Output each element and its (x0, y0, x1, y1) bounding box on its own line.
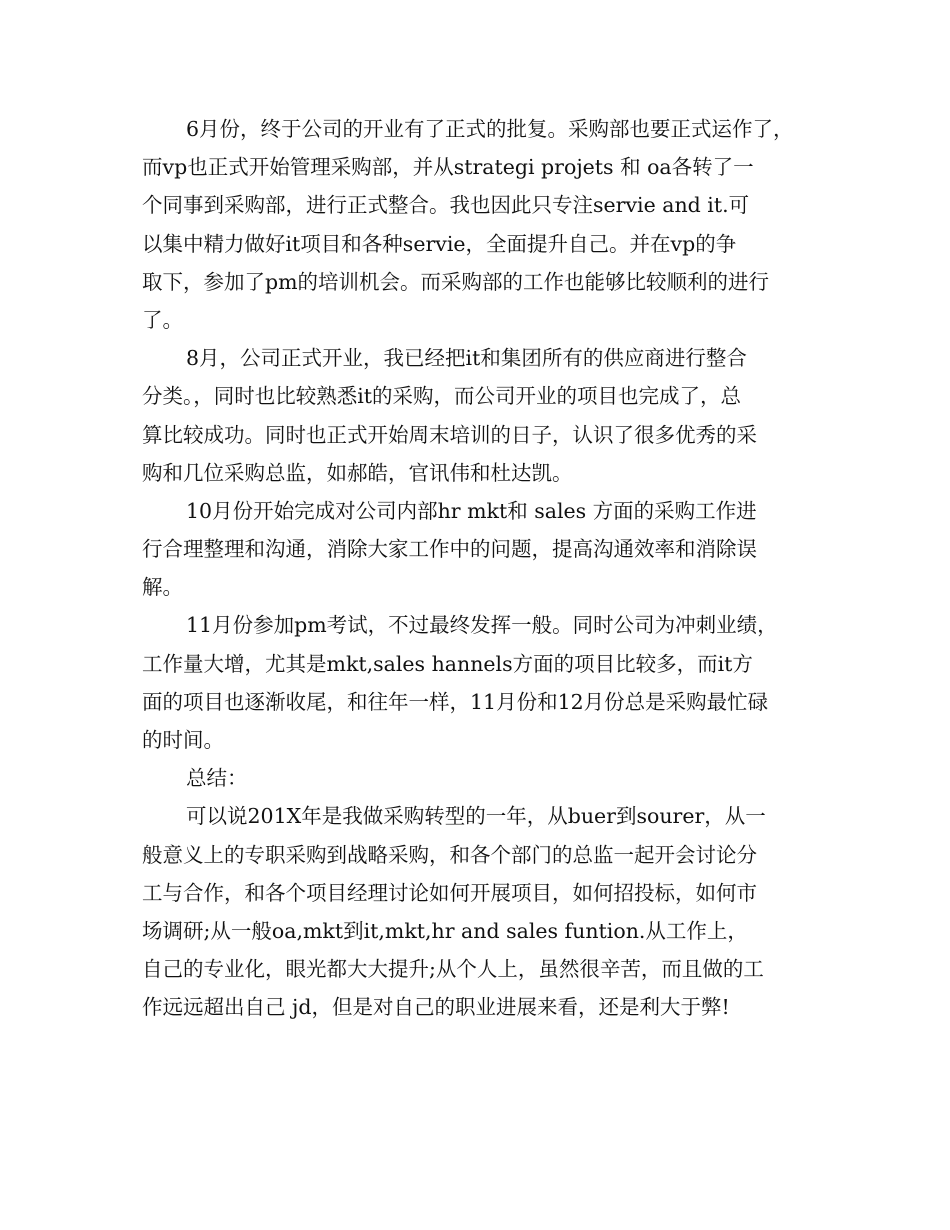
paragraph-june (142, 110, 812, 339)
text-line: 个同事到采购部，进行正式整合。我也因此只专注servie and it.可 (142, 193, 750, 218)
text-line: 的时间。 (142, 728, 224, 752)
text-line: 了。 (142, 307, 183, 332)
text-line: 算比较成功。同时也正式开始周末培训的日子，认识了很多优秀的采 (142, 422, 757, 447)
text-line: 行合理整理和沟通，消除大家工作中的问题，提高沟通效率和消除误 (142, 537, 757, 562)
text-line: 作远远超出自己 jd，但是对自己的职业进展来看，还是利大于弊! (142, 995, 730, 1020)
text-line: 10月份开始完成对公司内部hr mkt和 sales 方面的采购工作进 (186, 498, 757, 523)
text-line: 购和几位采购总监，如郝皓，官讯伟和杜达凯。 (142, 460, 573, 485)
text-line: 面的项目也逐渐收尾，和往年一样，11月份和12月份总是采购最忙碌 (142, 689, 769, 714)
paragraph-november (142, 606, 812, 759)
text-line: 自己的专业化，眼光都大大提升;从个人上，虽然很辛苦，而且做的工 (142, 957, 764, 982)
text-line: 工与合作，和各个项目经理讨论如何开展项目，如何招投标，如何市 (142, 880, 757, 905)
paragraph-summary-heading (142, 759, 812, 797)
text-line: 而vp也正式开始管理采购部，并从strategi projets 和 oa各转了一 (142, 155, 754, 180)
paragraph-october (142, 492, 812, 607)
text-line: 场调研;从一般oa,mkt到it,mkt,hr and sales funtion.从工作上， (142, 918, 748, 943)
text-line: 般意义上的专职采购到战略采购，和各个部门的总监一起开会讨论分 (142, 842, 757, 867)
text-line: 取下，参加了pm的培训机会。而采购部的工作也能够比较顺利的进行 (142, 269, 770, 294)
text-line: 11月份参加pm考试，不过最终发挥一般。同时公司为冲刺业绩， (186, 613, 778, 638)
paragraph-summary (142, 797, 812, 1026)
text-line: 解。 (142, 575, 183, 600)
document-body (142, 110, 812, 1027)
text-line: 以集中精力做好it项目和各种servie，全面提升自己。并在vp的争 (142, 231, 737, 256)
text-line: 可以说201X年是我做采购转型的一年，从buer到sourer，从一 (186, 804, 766, 829)
text-line: 8月，公司正式开业，我已经把it和集团所有的供应商进行整合 (186, 346, 747, 371)
summary-heading: 总结： (186, 766, 248, 791)
text-line: 工作量大增，尤其是mkt,sales hannels方面的项目比较多，而it方 (142, 651, 753, 676)
text-line: 分类。，同时也比较熟悉it的采购，而公司开业的项目也完成了，总 (142, 384, 742, 409)
text-line: 6月份，终于公司的开业有了正式的批复。采购部也要正式运作了， (186, 117, 794, 141)
paragraph-august (142, 339, 812, 492)
